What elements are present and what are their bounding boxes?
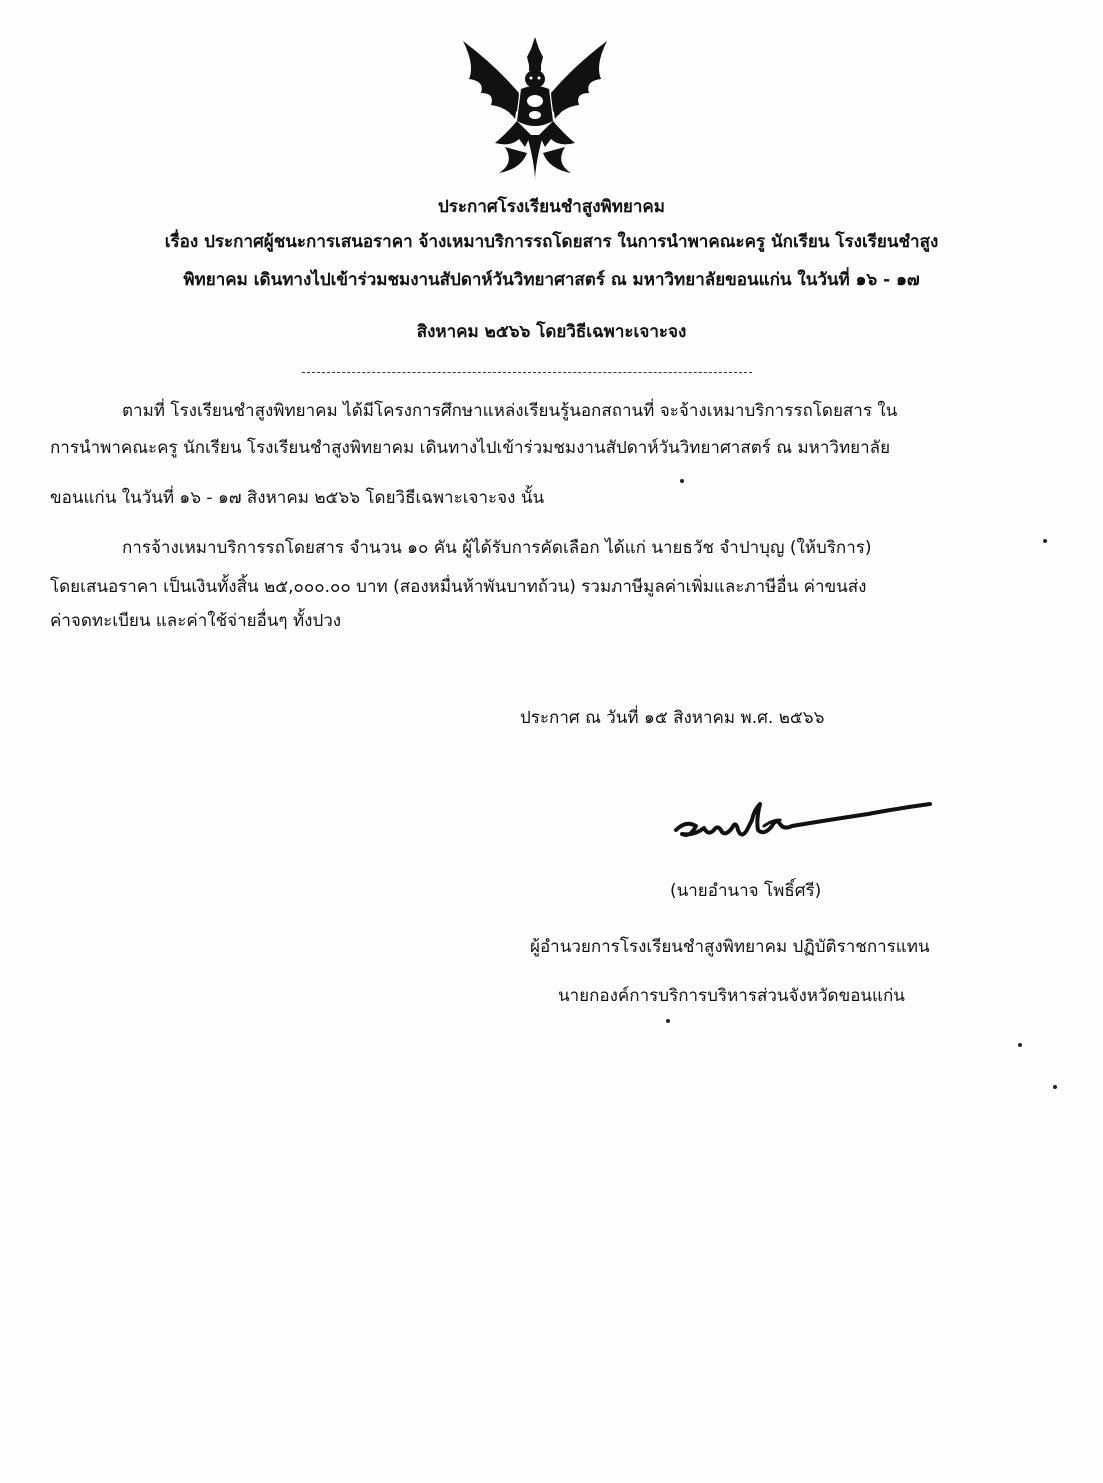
- subject-line-3: สิงหาคม ๒๕๖๖ โดยวิธีเฉพาะเจาะจง: [416, 322, 687, 342]
- scan-speck: [1043, 539, 1047, 543]
- signatory-name: (นายอำนาจ โพธิ์ศรี): [670, 881, 822, 901]
- scan-speck: [1018, 1043, 1022, 1047]
- subject-line-2: พิทยาคม เดินทางไปเข้าร่วมชมงานสัปดาห์วันวิทยาศาสตร์ ณ มหาวิทยาลัยขอนแก่น ในวันที่ ๑๖ - ๑๗: [183, 270, 920, 290]
- paragraph2-line-3: ค่าจดทะเบียน และค่าใช้จ่ายอื่นๆ ทั้งปวง: [50, 611, 342, 631]
- garuda-emblem-icon: [455, 35, 615, 185]
- scan-speck: [666, 1019, 670, 1023]
- scan-speck: [1053, 1085, 1057, 1089]
- paragraph1-line-3: ขอนแก่น ในวันที่ ๑๖ - ๑๗ สิงหาคม ๒๕๖๖ โดยวิธีเฉพาะเจาะจง นั้น: [50, 488, 545, 508]
- paragraph2-line-1: การจ้างเหมาบริการรถโดยสาร จำนวน ๑๐ คัน ผู้ได้รับการคัดเลือก ได้แก่ นายธวัช จำปาบุญ (ให้บริการ): [122, 538, 872, 558]
- signature-icon: [668, 790, 938, 860]
- announcement-title: ประกาศโรงเรียนชำสูงพิทยาคม: [437, 197, 666, 217]
- scan-speck: [680, 479, 684, 483]
- paragraph1-line-2: การนำพาคณะครู นักเรียน โรงเรียนชำสูงพิทยาคม เดินทางไปเข้าร่วมชมงานสัปดาห์วันวิทยาศาสตร์ ณ มหาวิทยาลัย: [50, 438, 891, 458]
- signatory-position-2: นายกองค์การบริการบริหารส่วนจังหวัดขอนแก่น: [558, 986, 905, 1006]
- subject-line-1: เรื่อง ประกาศผู้ชนะการเสนอราคา จ้างเหมาบริการรถโดยสาร ในการนำพาคณะครู นักเรียน โรงเรียนชำสูง: [164, 232, 939, 252]
- dashed-divider: [302, 372, 752, 373]
- paragraph2-line-2: โดยเสนอราคา เป็นเงินทั้งสิ้น ๒๕,๐๐๐.๐๐ บาท (สองหมื่นห้าพันบาทถ้วน) รวมภาษีมูลค่าเพิ่มและภาษีอื่น ค่าขนส่ง: [50, 577, 867, 597]
- signatory-position-1: ผู้อำนวยการโรงเรียนชำสูงพิทยาคม ปฏิบัติราชการแทน: [530, 937, 930, 957]
- paragraph1-line-1: ตามที่ โรงเรียนชำสูงพิทยาคม ได้มีโครงการศึกษาแหล่งเรียนรู้นอกสถานที่ จะจ้างเหมาบริการรถโดยสาร ใน: [122, 401, 898, 421]
- announce-date: ประกาศ ณ วันที่ ๑๕ สิงหาคม พ.ศ. ๒๕๖๖: [520, 708, 825, 728]
